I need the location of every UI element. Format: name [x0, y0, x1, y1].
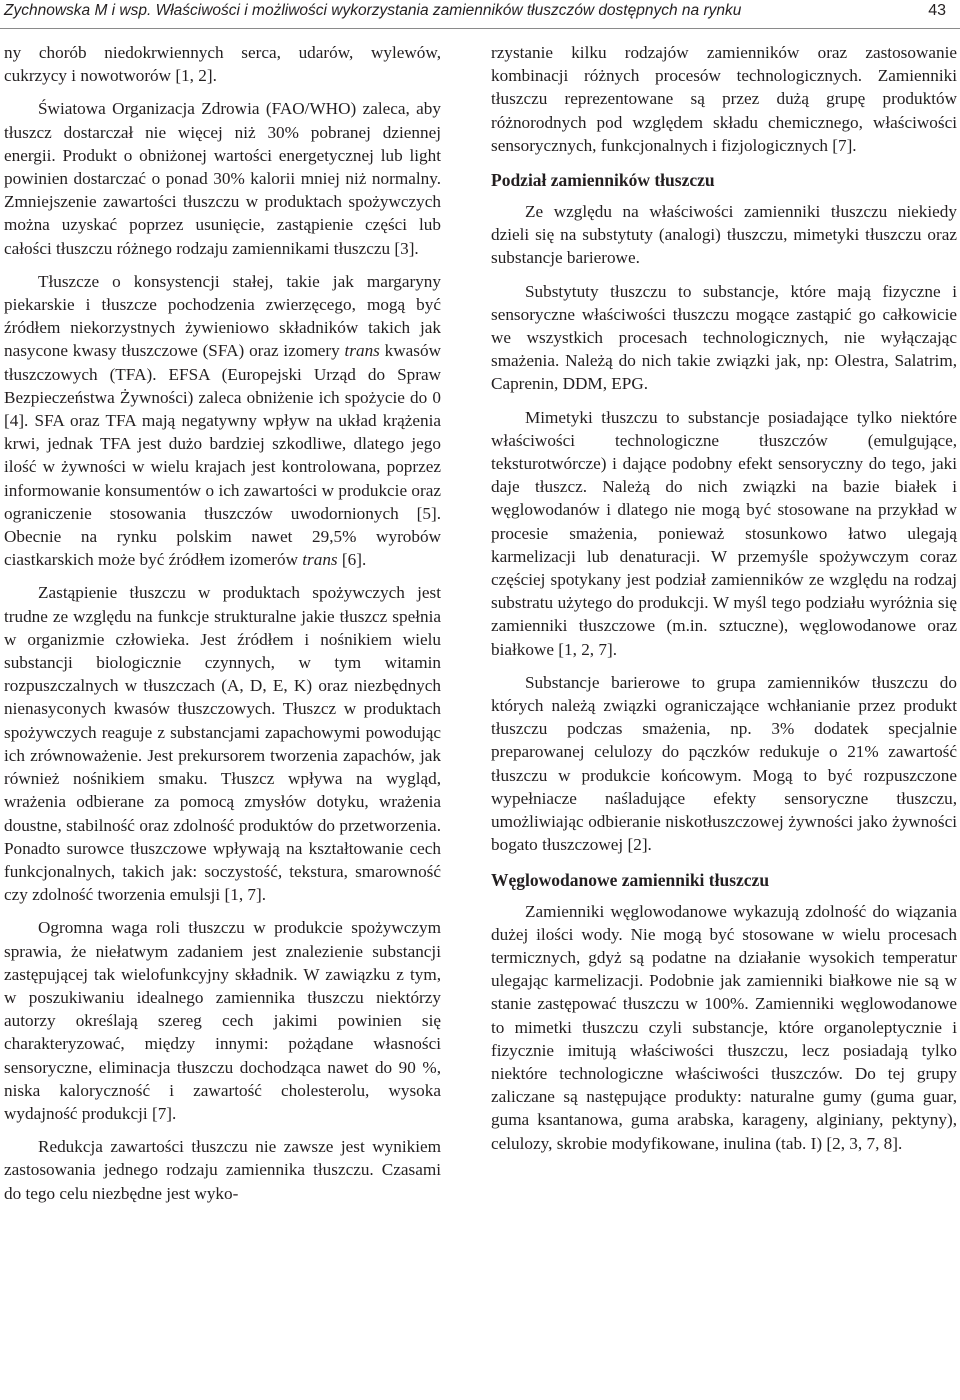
- paragraph: Zastąpienie tłuszczu w produktach spożywczych jest trudne ze względu na funkcje strukturalne jakie tłuszcz spełnia w organizmie człowieka. Jest źródłem i nośnikiem wielu substancji biologicznie czynnych, w tym witamin rozpuszczalnych w tłuszczach (A, D, E, K) oraz niezbędnych nienasyconych kwasów tłuszczowych. Tłuszcz w produktach spożywczych reaguje z substancjami zapachowymi powodując ich zrównoważenie. Jest prekursorem tworzenia zapachów, jak również nośnikiem smaku. Tłuszcz wpływa na wygląd, wrażenia odbierane za pomocą zmysłów dotyku, wrażenia doustne, stabilność oraz zdolność produktów do przetworzenia. Ponadto surowce tłuszczowe wpływają na kształtowanie cech funkcjonalnych, takich jak: soczystość, tekstura, smarowność czy zdolność tworzenia emulsji [1, 7].: [4, 583, 441, 905]
- paragraph: ny chorób niedokrwiennych serca, udarów, wylewów, cukrzycy i nowotworów [1, 2].: [4, 43, 441, 86]
- page-number: 43: [928, 2, 946, 19]
- paragraph: Substytuty tłuszczu to substancje, które mają fizyczne i sensoryczne właściwości tłuszczu mogące zastąpić go całkowicie we wszystkich procesach technologicznych, nie wyłączając smażenia. Należą do nich takie związki jak, np: Olestra, Salatrim, Caprenin, DDM, EPG.: [491, 281, 957, 394]
- text-run: Tłuszcze o konsystencji stałej, takie jak margaryny piekarskie i tłuszcze pochodzenia zwierzęcego, mogą być źródłem niekorzystnych żywieniowo składników takich jak nasycone kwasy tłuszczowe (SFA) oraz izomery: [4, 271, 441, 361]
- paragraph: rzystanie kilku rodzajów zamienników oraz zastosowanie kombinacji różnych procesów technologicznych. Zamienniki tłuszczu reprezentowane są przez dużą grupę produktów różnorodnych pod względem składu chemicznego, właściwości sensorycznych, funkcjonalnych i fizjologicznych [7].: [491, 43, 957, 155]
- right-column: [491, 41, 957, 1165]
- italic-term: trans: [302, 550, 338, 570]
- left-column: [4, 41, 441, 1215]
- text-run: kwasów tłuszczowych (TFA). EFSA (Europejski Urząd do Spraw Bezpieczeństwa Żywności) zaleca obniżenie ich spożycie do 0 [4]. SFA oraz TFA mają negatywny wpływ na układ krążenia krwi, jednak TFA jest dużo bardziej szkodliwe, dlatego jego ilość w żywności w wielu krajach jest kontrolowana, poprzez informowanie konsumentów o ich zawartości w produkcie oraz ograniczenie stosowania tłuszczów uwodornionych [5]. Obecnie na rynku polskim nawet 29,5% wyrobów ciastkarskich może być źródłem izomerów: [4, 341, 441, 570]
- paragraph: Zamienniki węglowodanowe wykazują zdolność do wiązania dużej ilości wody. Nie mogą być stosowane w wielu procesach termicznych, gdyż są podatne na działanie wysokich temperatur ulegając karmelizacji. Podobnie jak zamienniki białkowe nie są w stanie zastępować tłuszczu w 100%. Zamienniki węglowodanowe to mimetki tłuszczu czyli substancje, które organoleptycznie i fizycznie imitują właściwości tłuszczu, lecz posiadają tylko niektóre technologiczne właściwości tłuszczów. Do tej grupy zaliczane są następujące produkty: naturalne gumy (guma guar, guma ksantanowa, guma arabska, karageny, alginiany, pektyny), celulozy, skrobie modyfikowane, inulina (tab. I) [2, 3, 7, 8].: [491, 901, 957, 1153]
- paragraph: Substancje barierowe to grupa zamienników tłuszczu do których należą związki ograniczające wchłanianie przez produkt tłuszczu podczas smażenia, np. 3% dodatek specjalnie preparowanej celulozy do pączków redukuje o 21% zawartość tłuszczu w produkcie końcowym. Mogą to być rozpuszczone wypełniacze naśladujące efekty sensoryczne tłuszczu, umożliwiając odbieranie niskotłuszczowej żywności jako żywności bogato tłuszczowej [2].: [491, 672, 957, 855]
- section-heading: Węglowodanowe zamienniki tłuszczu: [491, 869, 770, 890]
- paragraph: Światowa Organizacja Zdrowia (FAO/WHO) zaleca, aby tłuszcz dostarczał nie więcej niż 30% pobranej dziennej energii. Produkt o obniżonej wartości energetycznej lub light powinien dostarczać o ponad 30% kalorii mniej niż normalny. Zmniejszenie zawartości tłuszczu w produktach spożywczych można uzyskać poprzez usunięcie, zastąpienie części lub całości tłuszczu różnego rodzaju zamiennikami tłuszczu [3].: [4, 99, 441, 258]
- paragraph-trans-fats: [4, 270, 441, 572]
- italic-term: trans: [344, 341, 380, 361]
- paragraph: Ogromna waga roli tłuszczu w produkcie spożywczym sprawia, że niełatwym zadaniem jest znalezienie substancji zastępującej tak wielofunkcyjny składnik. W zawiązku z tym, w poszukiwaniu idealnego zamiennika tłuszczu niektórzy autorzy określają szereg cech jakimi powinien się charakteryzować, między innymi: pożądane własności sensoryczne, eliminacja tłuszczu dochodząca nawet do 90 %, niska kaloryczność i zawartość cholesterolu, wysoka wydajność produkcji [7].: [4, 918, 441, 1123]
- paragraph: Ze względu na właściwości zamienniki tłuszczu niekiedy dzieli się na substytuty (analogi) tłuszczu, mimetyki tłuszczu oraz substancje barierowe.: [491, 202, 957, 268]
- paragraph: Redukcja zawartości tłuszczu nie zawsze jest wynikiem zastosowania jednego rodzaju zamiennika tłuszczu. Czasami do tego celu niezbędne jest wyko-: [4, 1137, 441, 1203]
- text-run: [6].: [337, 550, 367, 570]
- header-rule: [0, 28, 960, 29]
- paragraph: Mimetyki tłuszczu to substancje posiadające tylko niektóre właściwości technologiczne tłuszczów (emulgujące, teksturotwórcze) i dające podobny efekt sensoryczny do tego, jaki daje tłuszcz. Należą do nich związki na bazie białek i węglowodanów i dlatego nie mogą być stosowane na przykład w procesie smażenia, ponieważ stosunkowo łatwo ulegają karmelizacji lub denaturacji. W przemyśle spożywczym coraz częściej spotykany jest podział zamienników ze względu na rodzaj substratu użytego do produkcji. W myśl tego podziału wyróżnia się zamienniki tłuszczowe (m.in. sztuczne), węglowodanowe oraz białkowe [1, 2, 7].: [491, 407, 957, 659]
- section-heading: Podział zamienników tłuszczu: [491, 170, 715, 191]
- running-title: Zychnowska M i wsp. Właściwości i możliwości wykorzystania zamienników tłuszczów dostępnych na rynku: [4, 2, 742, 19]
- running-header: [4, 2, 946, 26]
